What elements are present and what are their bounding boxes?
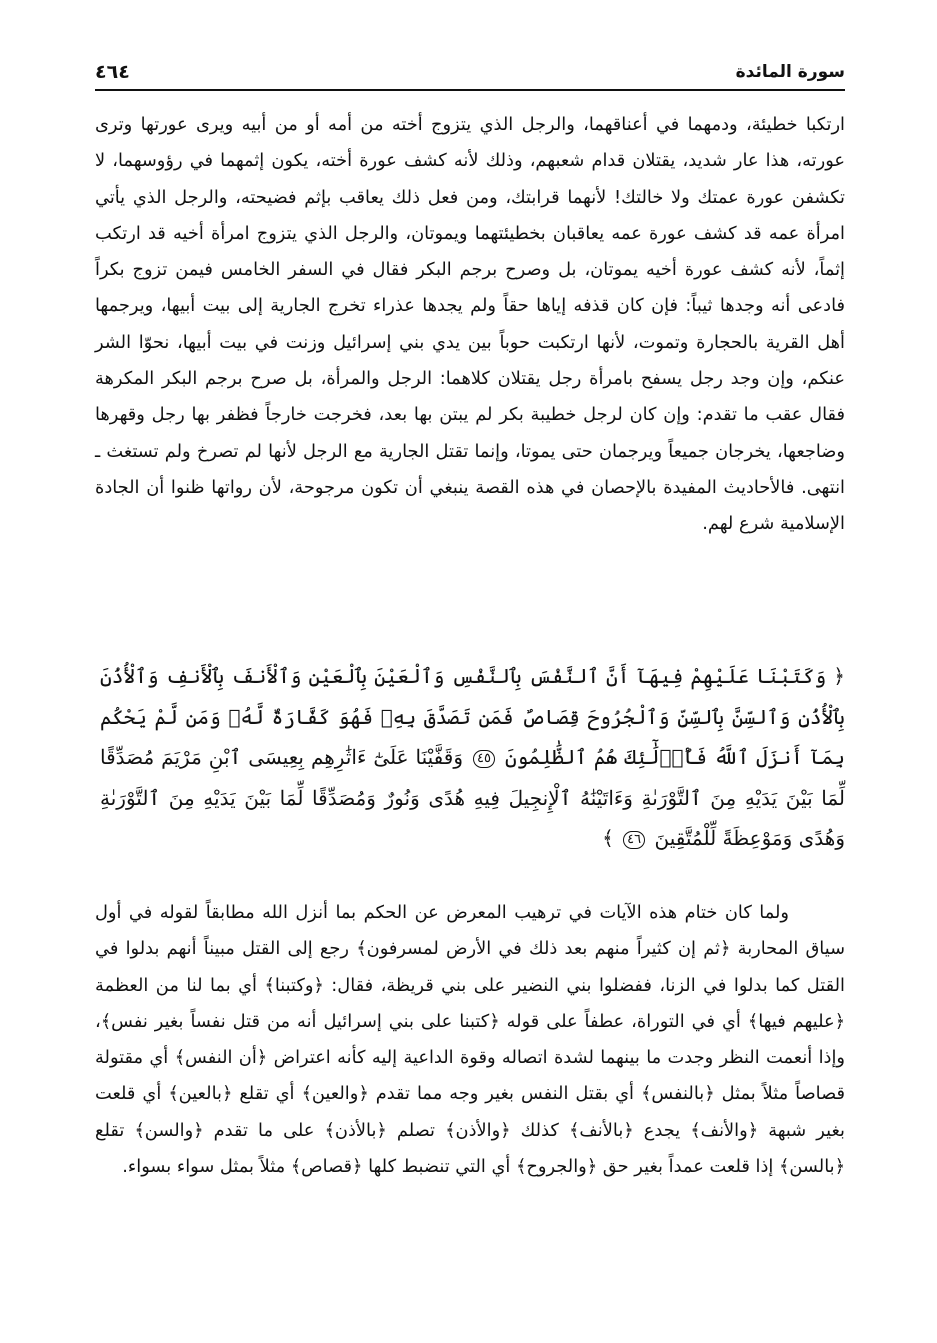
verse-text-part-2: وَقَفَّيْنَا عَلَىٰٓ ءَاثَٰرِهِم بِعِيسَى ٱبْنِ مَرْيَمَ مُصَدِّقًا لِّمَا بَيْنَ يَدَيْهِ مِنَ ٱلتَّوْرَىٰةِ وَءَاتَيْنَٰهُ ٱلْإِنجِيلَ فِيهِ هُدًى وَنُورٌ وَمُصَدِّقًا لِّمَا بَيْنَ يَدَيْهِ مِنَ ٱلتَّوْرَىٰةِ وَهُدًى وَمَوْعِظَةً لِّلْمُتَّقِينَ bbox=[100, 745, 845, 850]
verse-text-part-1: ﴿ وَكَتَبْنَا عَلَيْهِمْ فِيهَآ أَنَّ ٱلنَّفْسَ بِٱلنَّفْسِ وَٱلْعَيْنَ بِٱلْعَيْنِ وَٱلْأَنفَ بِٱلْأَنفِ وَٱلْأُذُنَ بِٱلْأُذُنِ وَٱلسِّنَّ بِٱلسِّنِّ وَٱلْجُرُوحَ قِصَاصٌ فَمَن تَصَدَّقَ بِهِۦ فَهُوَ كَفَّارَةٌ لَّهُۥ وَمَن لَّمْ يَحْكُم بِمَآ أَنزَلَ ٱللَّهُ فَأُو۟لَٰٓئِكَ هُمُ ٱلظَّٰلِمُونَ bbox=[100, 664, 846, 769]
verse-number-45: ٤٥ bbox=[473, 750, 495, 768]
page-number: ٤٦٤ bbox=[95, 61, 130, 83]
quran-verse-block bbox=[100, 656, 845, 859]
header-divider bbox=[95, 89, 845, 91]
commentary-paragraph-2 bbox=[95, 895, 845, 1185]
paragraph-text: ارتكبا خطيئة، ودمهما في أعناقهما، والرجل الذي يتزوج أخته من أمه أو من أبيه ويرى عورتها وترى عورته، هذا عار شديد، يقتلان قدام شعبهم، وذلك لأنه كشف عورة أخته، يكون إثمهما في رؤوسهما، لا تكشفن عورة عمتك ولا خالتك! لأنهما قرابتك، ومن فعل ذلك يعاقب بإثم فضيحته، والرجل الذي يأتي امرأة عمه قد كشف عورة عمه يعاقبان بخطيئتهما ويموتان، والرجل الذي يتزوج امرأة أخيه قد ارتكب إثماً، لأنه كشف عورة أخيه يموتان، بل وصرح برجم البكر فقال في السفر الخامس فيمن تزوج بكراً فادعى أنه وجدها ثيباً: فإن كان قذفه إياها حقاً ولم يجدها عذراء تخرج الجارية إلى بيت أبيها، ويرجمها أهل القرية بالحجارة وتموت، لأنها ارتكبت حوباً بين يدي بني إسرائيل وزنت في بيت أبيها، نحوّا الشر عنكم، وإن وجد رجل يسفح بامرأة رجل يقتلان كلاهما: الرجل والمرأة، بل صرح برجم البكر المكرهة فقال عقب ما تقدم: وإن كان لرجل خطيبة بكر لم يبتن بها بعد، فخرجت خارجاً فظفر بها رجل وقهرها وضاجعها، يخرجان جميعاً ويرجمان حتى يموتا، وإنما تقتل الجارية مع الرجل لأنها لم تصرخ ولم تستغث ـ انتهى. فالأحاديث المفيدة بالإحصان في هذه القصة ينبغي أن تكون مرجوحة، لأن رواتها ظنوا أن الجادة الإسلامية شرع لهم. bbox=[95, 114, 845, 535]
commentary-paragraph-1 bbox=[95, 107, 845, 543]
surah-title: سورة المائدة bbox=[735, 62, 845, 82]
verse-number-46: ٤٦ bbox=[623, 831, 645, 849]
page-header bbox=[95, 58, 845, 86]
paragraph-text: ولما كان ختام هذه الآيات في ترهيب المعرض عن الحكم بما أنزل الله مطابقاً لقوله في أول سياق المحاربة ﴿ثم إن كثيراً منهم بعد ذلك في الأرض لمسرفون﴾ رجع إلى القتل مبيناً أنهم بدلوا في القتل كما بدلوا في الزنا، ففضلوا بني النضير على بني قريظة، فقال: ﴿وكتبنا﴾ أي بما لنا من العظمة ﴿عليهم فيها﴾ أي في التوراة، عطفاً على قوله ﴿كتبنا على بني إسرائيل أنه من قتل نفساً بغير نفس﴾، وإذا أنعمت النظر وجدت ما بينهما لشدة اتصاله وقوة الداعية إليه كأنه اعتراض ﴿أن النفس﴾ أي مقتولة قصاصاً مثلاً بمثل ﴿بالنفس﴾ أي بقتل النفس بغير وجه مما تقدم ﴿والعين﴾ أي تقلع ﴿بالعين﴾ أي قلعت بغير شبهة ﴿والأنف﴾ يجدع ﴿بالأنف﴾ كذلك ﴿والأذن﴾ تصلم ﴿بالأذن﴾ على ما تقدم ﴿والسن﴾ تقلع ﴿بالسن﴾ إذا قلعت عمداً بغير حق ﴿والجروح﴾ أي التي تنضبط كلها ﴿قصاص﴾ مثلاً بمثل سواء بسواء. bbox=[95, 902, 845, 1178]
verse-end-bracket: ﴾ bbox=[602, 826, 614, 850]
